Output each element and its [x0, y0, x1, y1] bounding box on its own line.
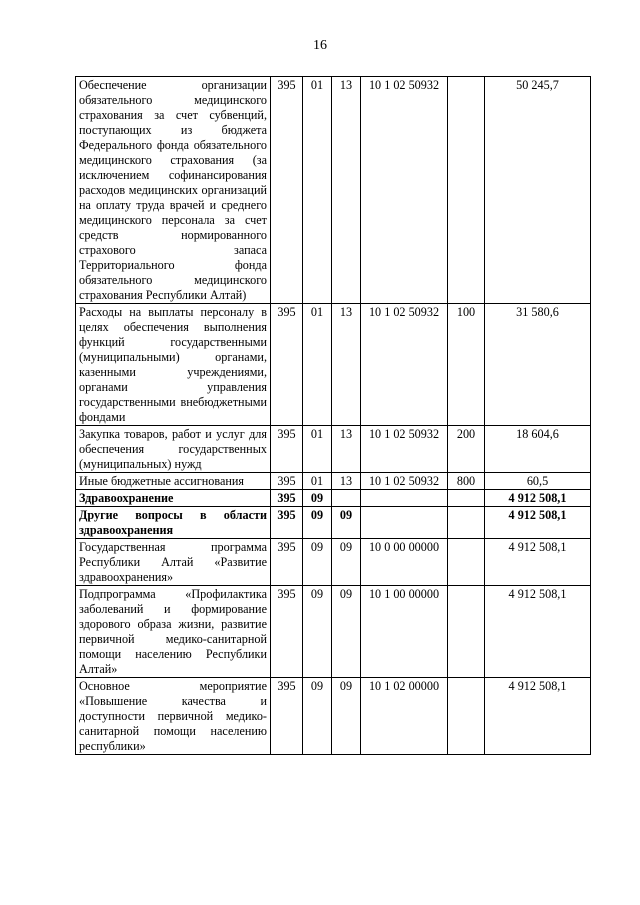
- row-section: 09: [303, 539, 332, 586]
- table-row: [76, 426, 591, 473]
- row-name: Подпрограмма «Профилактика заболеваний и формирование здорового образа жизни, развитие первичной медико-санитарной помощи населению Республики Алтай»: [76, 586, 271, 678]
- row-grbs: 395: [271, 678, 303, 755]
- row-grbs: 395: [271, 490, 303, 507]
- row-target-article: 10 1 02 50932: [361, 77, 448, 304]
- row-target-article: [361, 490, 448, 507]
- row-expense-type: [448, 586, 485, 678]
- row-name: Здравоохранение: [76, 490, 271, 507]
- row-target-article: [361, 507, 448, 539]
- row-subsection: 13: [332, 77, 361, 304]
- row-grbs: 395: [271, 77, 303, 304]
- page-number: 16: [313, 38, 327, 53]
- table-row: [76, 507, 591, 539]
- row-section: 01: [303, 473, 332, 490]
- row-amount: 18 604,6: [485, 426, 591, 473]
- row-section: 01: [303, 426, 332, 473]
- row-amount: 4 912 508,1: [485, 507, 591, 539]
- row-amount: 60,5: [485, 473, 591, 490]
- row-name: Другие вопросы в области здравоохранения: [76, 507, 271, 539]
- table-row: [76, 473, 591, 490]
- row-subsection: 13: [332, 426, 361, 473]
- row-amount: 31 580,6: [485, 304, 591, 426]
- row-subsection: [332, 490, 361, 507]
- row-target-article: 10 1 00 00000: [361, 586, 448, 678]
- row-expense-type: 100: [448, 304, 485, 426]
- row-section: 01: [303, 304, 332, 426]
- table-row: [76, 539, 591, 586]
- row-expense-type: [448, 507, 485, 539]
- row-section: 09: [303, 507, 332, 539]
- row-amount: 4 912 508,1: [485, 678, 591, 755]
- row-grbs: 395: [271, 304, 303, 426]
- table-row: [76, 77, 591, 304]
- row-amount: 4 912 508,1: [485, 539, 591, 586]
- row-subsection: 13: [332, 304, 361, 426]
- row-grbs: 395: [271, 426, 303, 473]
- row-expense-type: [448, 539, 485, 586]
- row-expense-type: 800: [448, 473, 485, 490]
- row-section: 09: [303, 490, 332, 507]
- row-amount: 50 245,7: [485, 77, 591, 304]
- row-name: Иные бюджетные ассигнования: [76, 473, 271, 490]
- row-target-article: 10 0 00 00000: [361, 539, 448, 586]
- row-subsection: 09: [332, 586, 361, 678]
- row-name: Закупка товаров, работ и услуг для обеспечения государственных (муниципальных) нужд: [76, 426, 271, 473]
- row-grbs: 395: [271, 507, 303, 539]
- budget-table: [75, 76, 591, 755]
- row-name: Обеспечение организации обязательного медицинского страхования за счет субвенций, поступающих из бюджета Федерального фонда обязательного медицинского страхования (за исключением софинансирования расходов медицинских организаций на оплату труда врачей и среднего медицинского персонала за счет средств нормированного страхового запаса Территориального фонда обязательного медицинского страхования Республики Алтай): [76, 77, 271, 304]
- table-row: [76, 490, 591, 507]
- row-name: Государственная программа Республики Алтай «Развитие здравоохранения»: [76, 539, 271, 586]
- row-section: 09: [303, 678, 332, 755]
- row-subsection: 09: [332, 539, 361, 586]
- row-grbs: 395: [271, 586, 303, 678]
- row-grbs: 395: [271, 473, 303, 490]
- row-target-article: 10 1 02 00000: [361, 678, 448, 755]
- row-expense-type: 200: [448, 426, 485, 473]
- table-row: [76, 678, 591, 755]
- row-expense-type: [448, 77, 485, 304]
- row-grbs: 395: [271, 539, 303, 586]
- row-subsection: 09: [332, 507, 361, 539]
- table-row: [76, 304, 591, 426]
- row-amount: 4 912 508,1: [485, 586, 591, 678]
- row-target-article: 10 1 02 50932: [361, 304, 448, 426]
- row-target-article: 10 1 02 50932: [361, 473, 448, 490]
- row-subsection: 09: [332, 678, 361, 755]
- row-target-article: 10 1 02 50932: [361, 426, 448, 473]
- table-row: [76, 586, 591, 678]
- row-section: 09: [303, 586, 332, 678]
- row-name: Основное мероприятие «Повышение качества и доступности первичной медико-санитарной помощи населению республики»: [76, 678, 271, 755]
- row-amount: 4 912 508,1: [485, 490, 591, 507]
- row-expense-type: [448, 490, 485, 507]
- row-name: Расходы на выплаты персоналу в целях обеспечения выполнения функций государственными (муниципальными) органами, казенными учреждениями, органами управления государственными внебюджетными фондами: [76, 304, 271, 426]
- row-subsection: 13: [332, 473, 361, 490]
- row-section: 01: [303, 77, 332, 304]
- row-expense-type: [448, 678, 485, 755]
